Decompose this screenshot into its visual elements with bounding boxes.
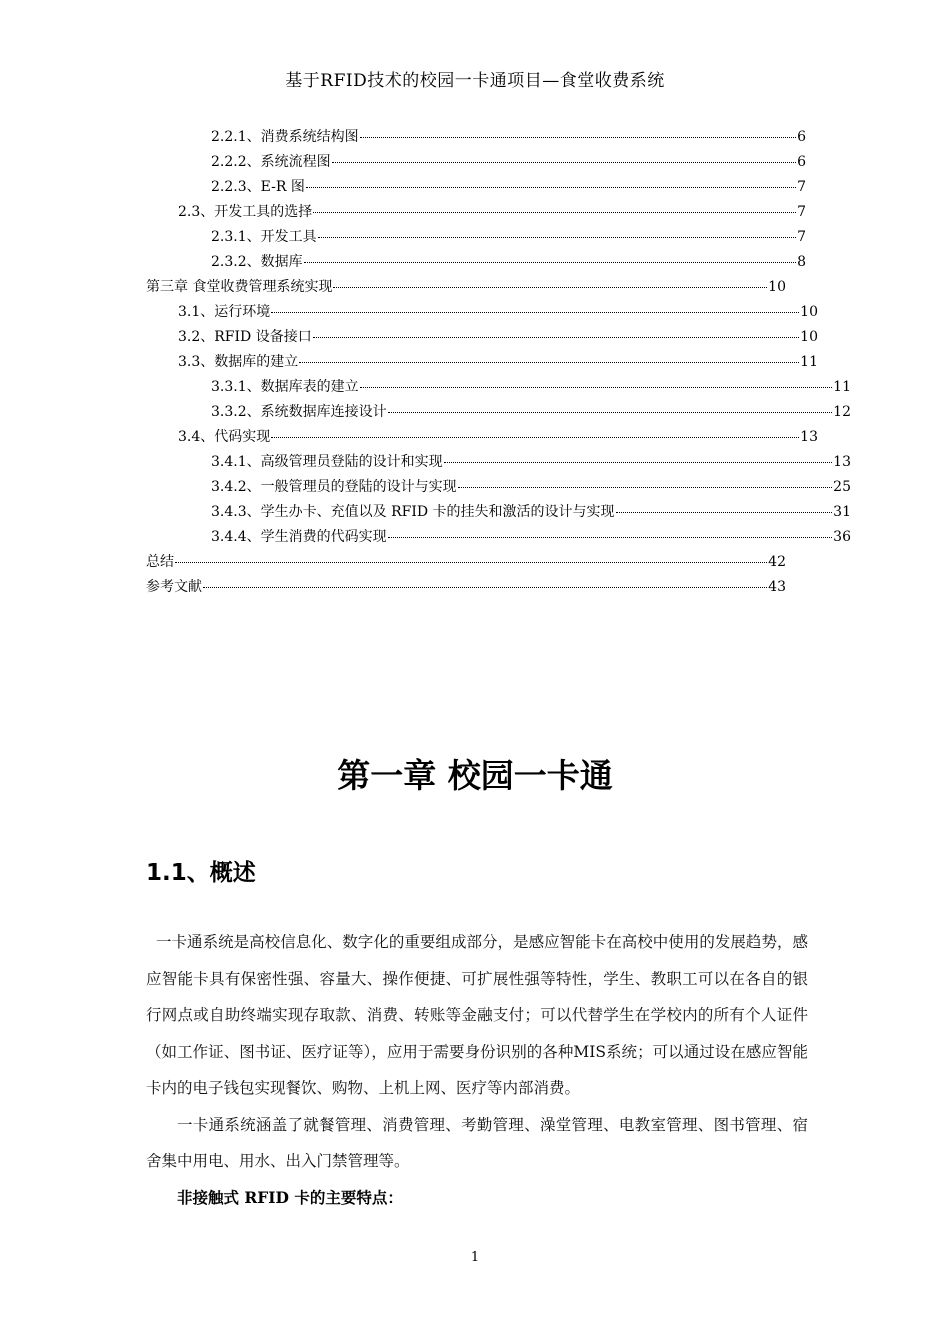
toc-entry-page: 7: [797, 179, 806, 195]
toc-entry[interactable]: [146, 476, 851, 501]
toc-entry[interactable]: [146, 251, 806, 276]
page-number: 1: [470, 1250, 480, 1265]
toc-entry-page: 7: [797, 229, 806, 245]
body-paragraph: 一卡通系统是高校信息化、数字化的重要组成部分，是感应智能卡在高校中使用的发展趋势，感应智能卡具有保密性强、容量大、操作便捷、可扩展性强等特性，学生、教职工可以在各自的银行网点或自助终端实现存取款、消费、转账等金融支付；可以代替学生在学校内的所有个人证件（如工作证、图书证、医疗证等），应用于需要身份识别的各种MIS系统；可以通过设在感应智能卡内的电子钱包实现餐饮、购物、上机上网、医疗等内部消费。: [146, 933, 808, 1097]
toc-entry-title: 第三章 食堂收费管理系统实现: [146, 279, 333, 295]
toc-entry-page: 11: [833, 379, 851, 395]
toc-entry-title: 3.2、RFID 设备接口: [178, 329, 312, 345]
toc-leader-dots: [304, 262, 796, 263]
toc-leader-dots: [444, 462, 833, 463]
toc-leader-dots: [333, 287, 767, 288]
toc-entry[interactable]: [146, 176, 806, 201]
toc-entry-page: 13: [800, 429, 818, 445]
body-paragraph: 一卡通系统涵盖了就餐管理、消费管理、考勤管理、澡堂管理、电教室管理、图书管理、宿舍集中用电、用水、出入门禁管理等。: [146, 1115, 808, 1170]
toc-entry[interactable]: [146, 126, 806, 151]
toc-entry-page: 31: [833, 504, 851, 520]
toc-leader-dots: [175, 562, 767, 563]
section-title: 1.1、概述: [146, 860, 256, 886]
toc-entry-title: 总结: [146, 554, 174, 570]
toc-entry[interactable]: [146, 426, 818, 451]
toc-entry-page: 13: [833, 454, 851, 470]
toc-entry[interactable]: [146, 326, 818, 351]
toc-entry-title: 2.2.1、消费系统结构图: [211, 129, 359, 145]
running-header: 基于RFID技术的校园一卡通项目—食堂收费系统: [285, 71, 665, 91]
toc-entry[interactable]: [146, 551, 786, 576]
toc-entry-title: 2.3.1、开发工具: [211, 229, 317, 245]
toc-entry[interactable]: [146, 451, 851, 476]
toc-entry[interactable]: [146, 226, 806, 251]
table-of-contents: [146, 126, 851, 601]
toc-entry[interactable]: [146, 201, 806, 226]
toc-leader-dots: [271, 312, 799, 313]
toc-entry-title: 3.3、数据库的建立: [178, 354, 299, 370]
toc-entry-title: 2.2.3、E-R 图: [211, 179, 305, 195]
toc-leader-dots: [360, 387, 833, 388]
toc-entry-page: 10: [768, 279, 786, 295]
toc-leader-dots: [360, 137, 796, 138]
toc-entry[interactable]: [146, 276, 786, 301]
toc-entry-page: 7: [797, 204, 806, 220]
toc-leader-dots: [306, 187, 796, 188]
toc-leader-dots: [299, 362, 799, 363]
toc-entry-title: 2.3、开发工具的选择: [178, 204, 313, 220]
toc-entry-title: 2.3.2、数据库: [211, 254, 303, 270]
toc-entry-title: 3.1、运行环境: [178, 304, 271, 320]
toc-entry-page: 42: [768, 554, 786, 570]
toc-entry[interactable]: [146, 301, 818, 326]
chapter-title: 第一章 校园一卡通: [337, 756, 613, 795]
toc-entry-page: 6: [797, 129, 806, 145]
toc-leader-dots: [388, 537, 833, 538]
toc-entry-title: 3.4.3、学生办卡、充值以及 RFID 卡的挂失和激活的设计与实现: [211, 504, 615, 520]
toc-entry-title: 参考文献: [146, 579, 202, 595]
toc-leader-dots: [332, 162, 796, 163]
toc-entry-page: 10: [800, 304, 818, 320]
toc-entry[interactable]: [146, 351, 818, 376]
toc-entry-page: 8: [797, 254, 806, 270]
toc-leader-dots: [388, 412, 833, 413]
toc-entry-page: 11: [800, 354, 818, 370]
toc-entry[interactable]: [146, 376, 851, 401]
toc-entry[interactable]: [146, 576, 786, 601]
toc-entry[interactable]: [146, 151, 806, 176]
toc-entry[interactable]: [146, 401, 851, 426]
toc-leader-dots: [458, 487, 833, 488]
toc-leader-dots: [271, 437, 799, 438]
toc-entry-title: 3.3.2、系统数据库连接设计: [211, 404, 387, 420]
features-heading: 非接触式 RFID 卡的主要特点：: [177, 1187, 403, 1207]
toc-entry-title: 3.4.1、高级管理员登陆的设计和实现: [211, 454, 443, 470]
toc-entry[interactable]: [146, 526, 851, 551]
toc-entry-page: 25: [833, 479, 851, 495]
body-text: [146, 924, 808, 1216]
toc-entry[interactable]: [146, 501, 851, 526]
toc-leader-dots: [313, 337, 799, 338]
toc-leader-dots: [616, 512, 833, 513]
toc-entry-title: 3.4.4、学生消费的代码实现: [211, 529, 387, 545]
toc-entry-page: 6: [797, 154, 806, 170]
toc-entry-page: 12: [833, 404, 851, 420]
toc-entry-title: 2.2.2、系统流程图: [211, 154, 331, 170]
toc-entry-page: 10: [800, 329, 818, 345]
toc-entry-title: 3.4.2、一般管理员的登陆的设计与实现: [211, 479, 457, 495]
toc-leader-dots: [318, 237, 796, 238]
toc-entry-title: 3.3.1、数据库表的建立: [211, 379, 359, 395]
toc-entry-page: 43: [768, 579, 786, 595]
toc-entry-page: 36: [833, 529, 851, 545]
toc-leader-dots: [313, 212, 796, 213]
toc-leader-dots: [203, 587, 767, 588]
toc-entry-title: 3.4、代码实现: [178, 429, 271, 445]
